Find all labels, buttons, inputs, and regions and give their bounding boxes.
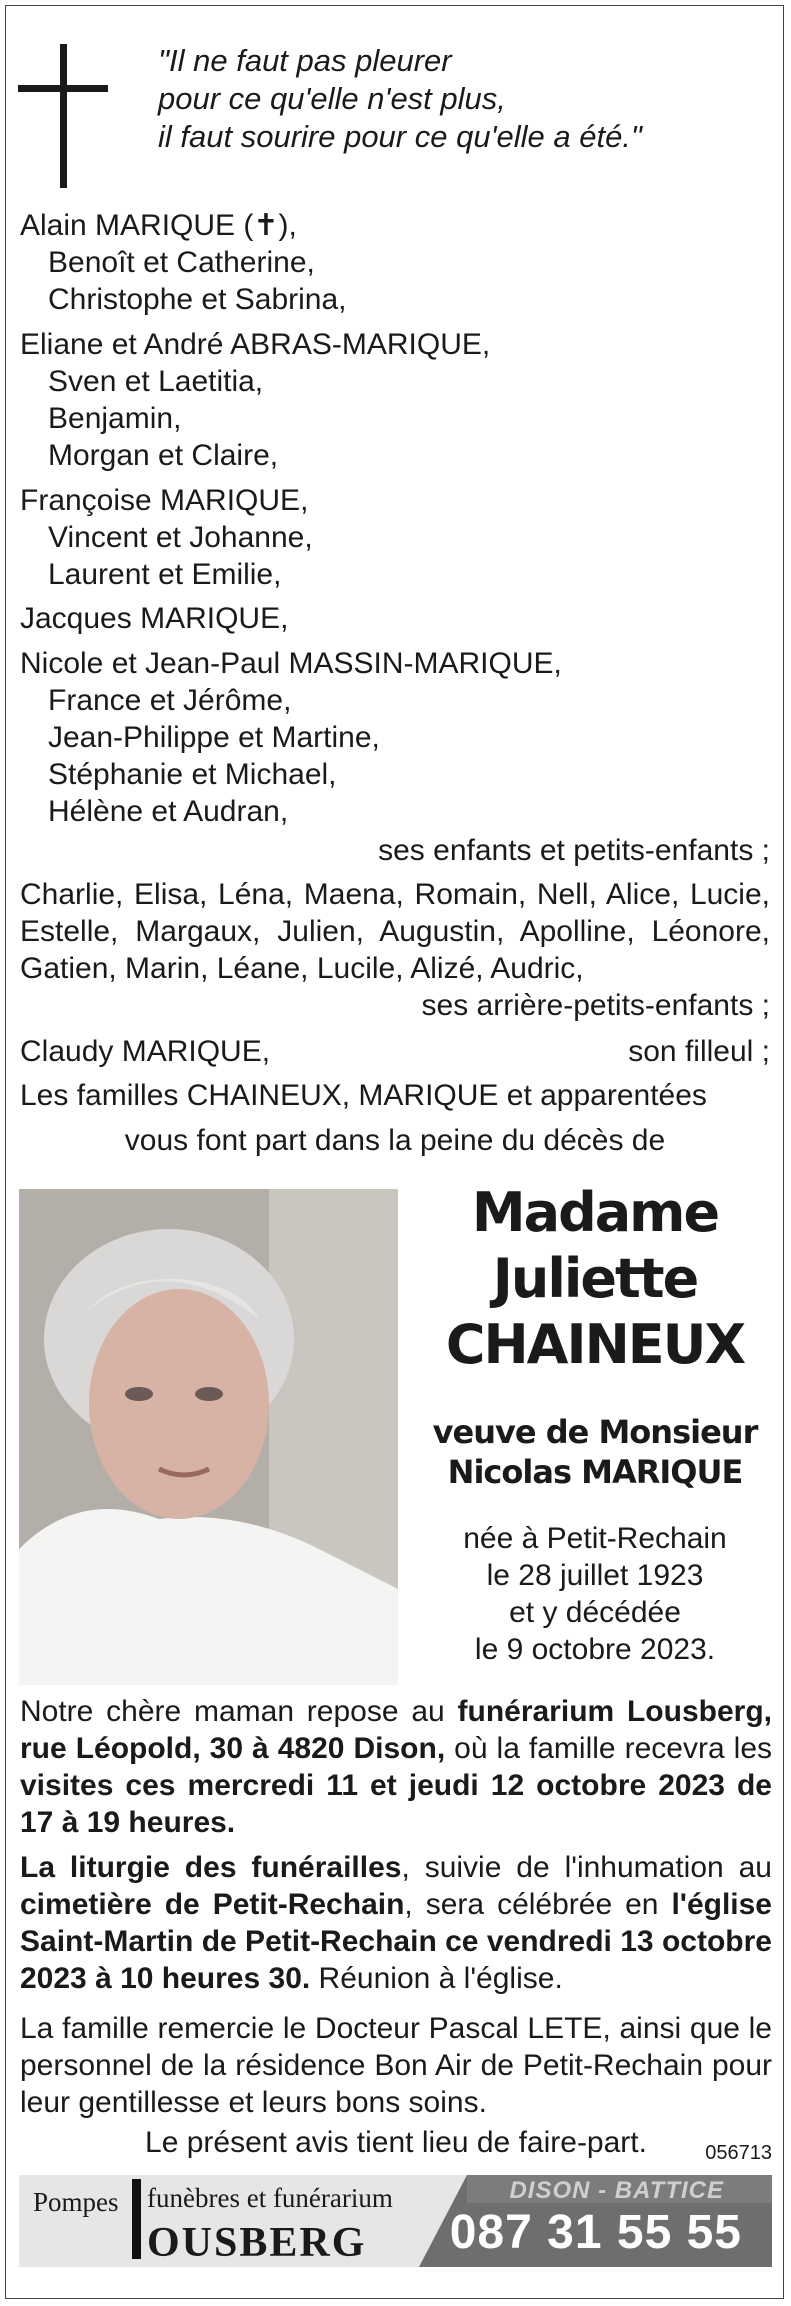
deceased-last-name: CHAINEUX xyxy=(445,1313,745,1376)
godson-line xyxy=(20,1033,770,1070)
visitation-times: visites ces mercredi 11 et jeudi 12 octobre 2023 de 17 à 19 heures. xyxy=(20,1769,772,1839)
family-line: Les familles CHAINEUX, MARIQUE et apparentées xyxy=(20,1079,707,1112)
family-line: Benoît et Catherine, xyxy=(48,246,315,279)
ceremony-paragraph xyxy=(20,1849,772,1997)
quote-line: pour ce qu'elle n'est plus, xyxy=(158,81,506,116)
phone-number[interactable]: 087 31 55 55 xyxy=(449,2206,742,2259)
family-line: Vincent et Johanne, xyxy=(48,521,313,554)
banner-pompes: Pompes xyxy=(33,2187,119,2217)
family-line: Sven et Laetitia, xyxy=(48,365,264,398)
funeral-home-banner xyxy=(19,2175,772,2267)
liturgy-label: La liturgie des funérailles xyxy=(20,1851,402,1884)
family-line: Alain MARIQUE (✝), xyxy=(20,209,297,242)
text: Réunion à l'église. xyxy=(310,1962,563,1995)
family-line: Morgan et Claire, xyxy=(48,439,279,472)
brand-name: OUSBERG xyxy=(147,2220,367,2266)
family-line: vous font part dans la peine du décès de xyxy=(124,1124,666,1157)
family-line: ses enfants et petits-enfants ; xyxy=(378,834,770,867)
funeral-home-address: funérarium Lousberg, rue Léopold, 30 à 4820 Dison, xyxy=(20,1695,772,1765)
death-line: et y décédée xyxy=(509,1596,681,1629)
deceased-photo xyxy=(19,1189,398,1685)
deceased-title: Madame xyxy=(471,1181,719,1244)
text: , sera célébrée en xyxy=(404,1888,672,1921)
widow-line: Nicolas MARIQUE xyxy=(447,1453,743,1491)
text: où la famille recevra les xyxy=(445,1732,772,1765)
thanks-paragraph: La famille remercie le Docteur Pascal LETE, ainsi que le personnel de la résidence Bon Air de Petit-Rechain pour leur gentillesse et leurs bons soins. xyxy=(20,2012,772,2119)
announcement-note: Le présent avis tient lieu de faire-part. xyxy=(145,2126,647,2159)
family-line: Christophe et Sabrina, xyxy=(48,283,347,316)
family-line: Hélène et Audran, xyxy=(48,795,289,828)
quote-line: "Il ne faut pas pleurer xyxy=(158,43,452,78)
family-line: Nicole et Jean-Paul MASSIN-MARIQUE, xyxy=(20,647,562,680)
deceased-details xyxy=(420,1180,770,1668)
ceremony-details: l'église Saint-Martin de Petit-Rechain ce vendredi 13 octobre 2023 à 10 heures 30. xyxy=(20,1888,772,1995)
banner-subtitle: funèbres et funérarium xyxy=(147,2183,393,2213)
deceased-first-name: Juliette xyxy=(492,1247,698,1310)
text: Notre chère maman repose au xyxy=(20,1695,458,1728)
family-line: Benjamin, xyxy=(48,402,182,435)
death-line: le 9 octobre 2023. xyxy=(474,1633,716,1666)
family-line: ses arrière-petits-enfants ; xyxy=(421,989,770,1022)
family-line: Françoise MARIQUE, xyxy=(20,484,309,517)
family-line: Stéphanie et Michael, xyxy=(48,758,337,791)
birth-line: née à Petit-Rechain xyxy=(463,1522,727,1555)
text: , suivie de l'inhumation au xyxy=(401,1851,772,1884)
birth-line: le 28 juillet 1923 xyxy=(486,1559,704,1592)
epitaph-quote xyxy=(158,42,642,156)
cemetery-name: cimetière de Petit-Rechain xyxy=(20,1888,405,1921)
family-line: Jacques MARIQUE, xyxy=(20,602,289,635)
family-line: Eliane et André ABRAS-MARIQUE, xyxy=(20,328,491,361)
widow-line: veuve de Monsieur xyxy=(432,1413,758,1451)
family-line: Jean-Philippe et Martine, xyxy=(48,721,380,754)
quote-line: il faut sourire pour ce qu'elle a été." xyxy=(158,119,642,154)
godson-name: Claudy MARIQUE, xyxy=(20,1035,271,1068)
brand-l-letter xyxy=(132,2179,141,2259)
visitation-paragraph xyxy=(20,1693,772,1841)
reference-number: 056713 xyxy=(705,2142,772,2164)
banner-cities: DISON - BATTICE xyxy=(509,2177,724,2204)
family-line: Laurent et Emilie, xyxy=(48,558,282,591)
great-grandchildren-names: Charlie, Elisa, Léna, Maena, Romain, Nell, Alice, Lucie, Estelle, Margaux, Julien, Augustin, Apolline, Léonore, Gatien, Marin, Léane, Lucile, Alizé, Audric, xyxy=(20,878,770,985)
godson-role: son filleul ; xyxy=(628,1035,770,1068)
family-line: France et Jérôme, xyxy=(48,684,292,717)
